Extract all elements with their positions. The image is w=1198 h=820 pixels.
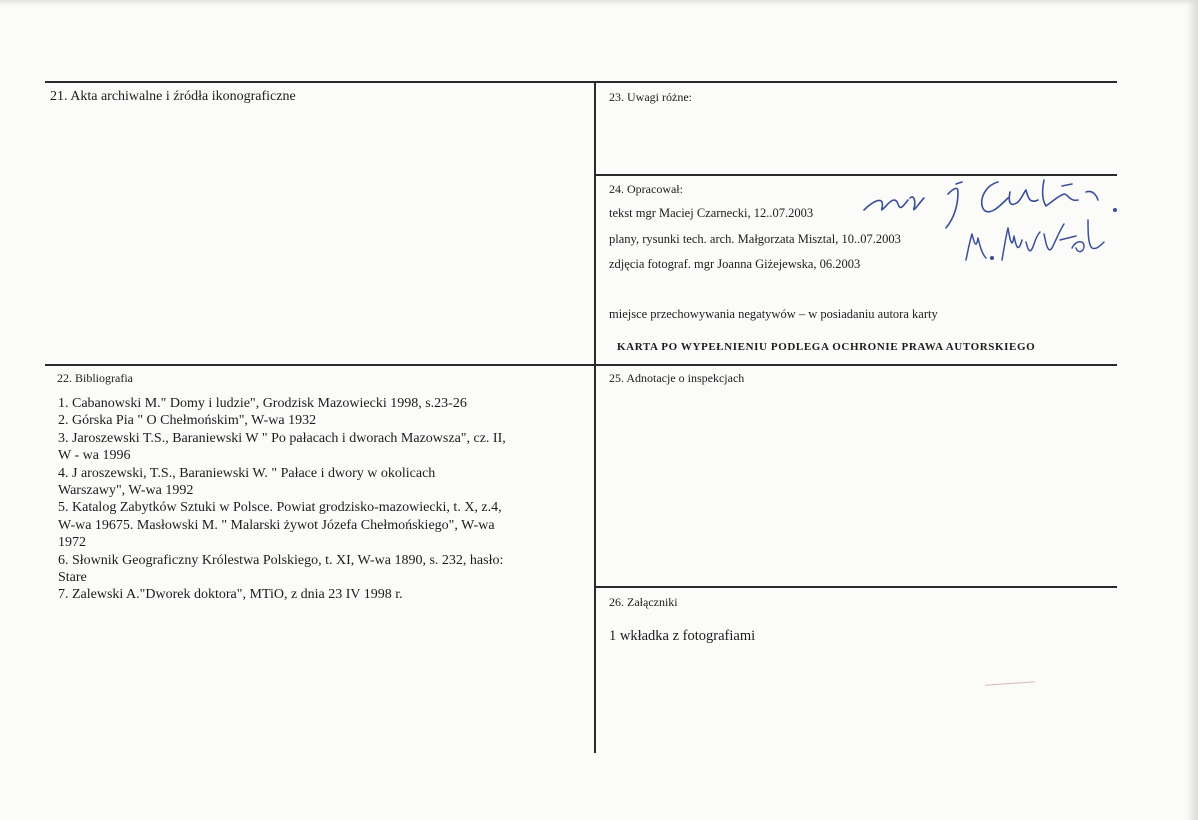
section-22-label: 22. Bibliografia <box>57 371 133 385</box>
bibliography-list <box>58 395 588 604</box>
section-24-label: 24. Opracował: <box>609 182 683 196</box>
bibliography-line: W - wa 1996 <box>58 448 131 464</box>
attachments-content: 1 wkładka z fotografiami <box>609 628 756 644</box>
section-26-label: 26. Załączniki <box>609 595 678 609</box>
top-rule <box>45 81 1117 83</box>
bibliography-line: 7. Zalewski A."Dworek doktora", MTiO, z dnia 23 IV 1998 r. <box>58 587 403 603</box>
rule-25-26 <box>595 586 1117 588</box>
copyright-note: KARTA PO WYPEŁNIENIU PODLEGA OCHRONIE PRAWA AUTORSKIEGO <box>617 341 1036 353</box>
bibliography-line: 1972 <box>58 535 86 551</box>
bibliography-line: W-wa 19675. Masłowski M. " Malarski żywot Józefa Chełmońskiego", W-wa <box>58 517 495 533</box>
bibliography-line: 5. Katalog Zabytków Sztuki w Polsce. Powiat grodzisko-mazowiecki, t. X, z.4, <box>58 500 502 516</box>
bibliography-line: 6. Słownik Geograficzny Królestwa Polskiego, t. XI, W-wa 1890, s. 232, hasło: <box>58 552 504 568</box>
section-25-label: 25. Adnotacje o inspekcjach <box>609 371 745 385</box>
section-21-label: 21. Akta archiwalne i źródła ikonograficzne <box>50 89 296 104</box>
author-plans-line: plany, rysunki tech. arch. Małgorzata Misztal, 10..07.2003 <box>609 232 901 246</box>
bibliography-line: 3. Jaroszewski T.S., Baraniewski W " Po pałacach i dworach Mazowsza", cz. II, <box>58 430 506 446</box>
center-divider <box>594 81 596 753</box>
scan-edge-top <box>0 0 1198 6</box>
middle-rule <box>45 364 1117 366</box>
signature-misztal <box>960 210 1110 270</box>
negatives-storage-line: miejsce przechowywania negatywów – w posiadaniu autora karty <box>609 307 938 321</box>
author-photos-line: zdjęcia fotograf. mgr Joanna Giżejewska, 06.2003 <box>609 257 861 271</box>
scan-edge-right <box>1186 0 1198 820</box>
bibliography-line: 2. Górska Pia " O Chełmońskim", W-wa 1932 <box>58 413 317 429</box>
bibliography-line: 1. Cabanowski M." Domy i ludzie", Grodzisk Mazowiecki 1998, s.23-26 <box>58 396 467 411</box>
author-text-line: tekst mgr Maciej Czarnecki, 12..07.2003 <box>609 206 814 220</box>
section-23-label: 23. Uwagi różne: <box>609 90 692 104</box>
bibliography-line: 4. J aroszewski, T.S., Baraniewski W. " Pałace i dwory w okolicach <box>58 465 436 481</box>
bibliography-line: Stare <box>58 570 87 586</box>
bibliography-line: Warszawy", W-wa 1992 <box>58 483 194 499</box>
faint-mark <box>985 681 1035 685</box>
